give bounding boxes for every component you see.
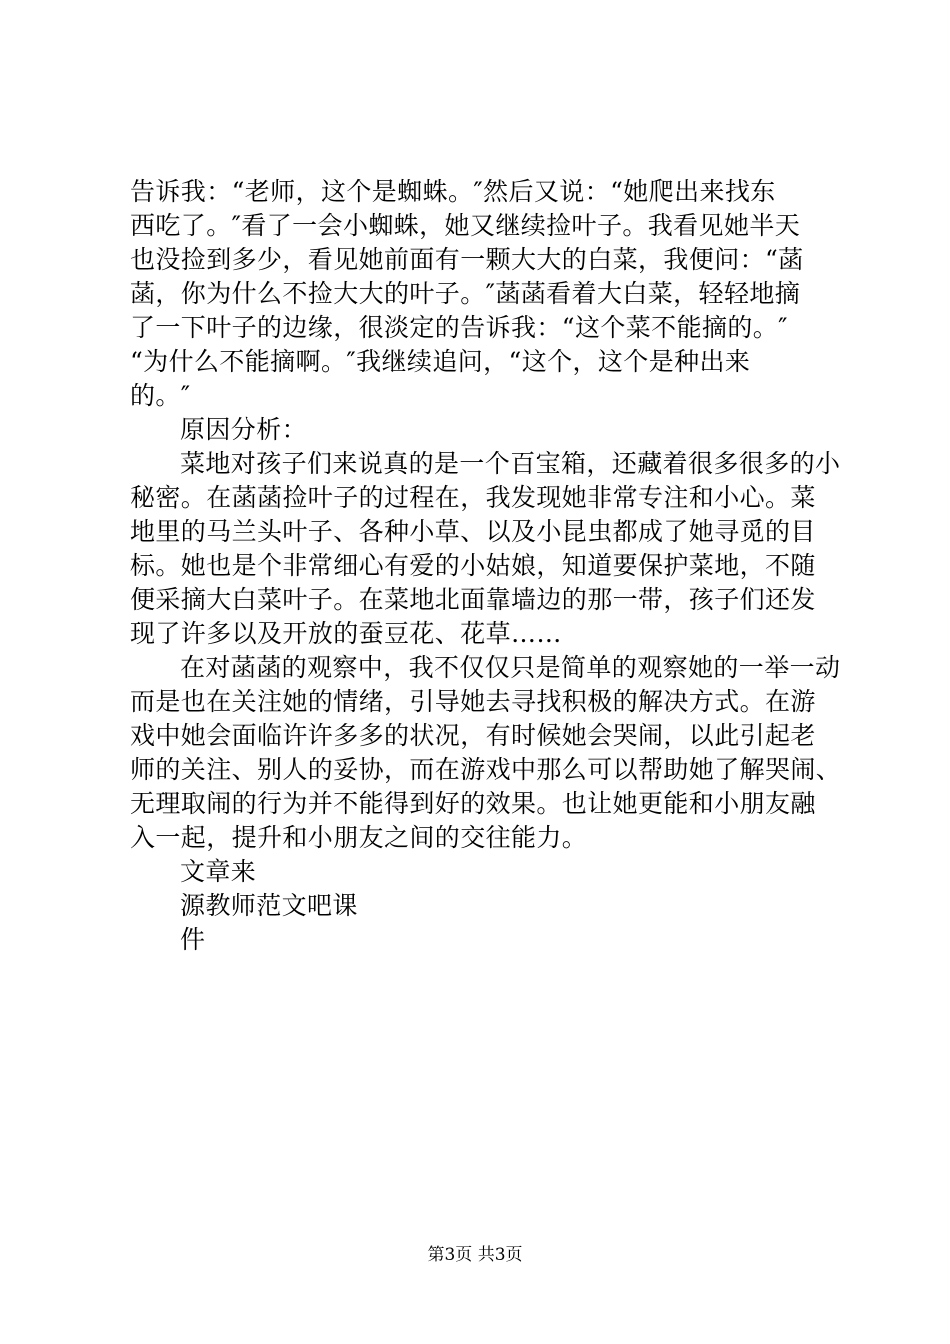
text-line: 菜地对孩子们来说真的是一个百宝箱，还藏着很多很多的小: [180, 449, 841, 478]
text-line: 秘密。在菡菡捡叶子的过程在，我发现她非常专注和小心。菜: [130, 483, 816, 512]
text-line: 便采摘大白菜叶子。在菜地北面靠墙边的那一带，孩子们还发: [130, 585, 816, 614]
text-line: 无理取闹的行为并不能得到好的效果。也让她更能和小朋友融: [130, 789, 816, 818]
text-line: 的。″: [130, 381, 191, 410]
text-line: 地里的马兰头叶子、各种小草、以及小昆虫都成了她寻觅的目: [130, 517, 816, 546]
text-line: 师的关注、别人的妥协，而在游戏中那么可以帮助她了解哭闹、: [130, 755, 842, 784]
text-line: “为什么不能摘啊。″我继续追问，“这个，这个是种出来: [130, 347, 751, 376]
text-line: 西吃了。″看了一会小蜘蛛，她又继续捡叶子。我看见她半天: [130, 211, 801, 240]
text-line: 标。她也是个非常细心有爱的小姑娘，知道要保护菜地，不随: [130, 551, 816, 580]
section-heading: 原因分析：: [180, 415, 308, 444]
text-line: 而是也在关注她的情绪，引导她去寻找积极的解决方式。在游: [130, 687, 816, 716]
page-number-footer: 第3页 共3页: [427, 1245, 523, 1265]
text-line: 在对菡菡的观察中，我不仅仅只是简单的观察她的一举一动: [180, 653, 841, 682]
source-note: 件: [180, 925, 206, 954]
text-line: 入一起，提升和小朋友之间的交往能力。: [130, 823, 588, 852]
source-note: 源教师范文吧课: [180, 891, 358, 920]
text-line: 告诉我：“老师，这个是蜘蛛。″然后又说：“她爬出来找东: [130, 177, 776, 206]
text-line: 戏中她会面临许许多多的状况，有时候她会哭闹，以此引起老: [130, 721, 816, 750]
text-line: 也没捡到多少，看见她前面有一颗大大的白菜，我便问：“菡: [130, 245, 804, 274]
document-body: [130, 175, 842, 957]
text-line: 了一下叶子的边缘，很淡定的告诉我：“这个菜不能摘的。″: [130, 313, 788, 342]
source-note: 文章来: [180, 857, 257, 886]
text-line: 菡，你为什么不捡大大的叶子。″菡菡看着大白菜，轻轻地摘: [130, 279, 801, 308]
text-line: 现了许多以及开放的蚕豆花、花草……: [130, 619, 562, 648]
